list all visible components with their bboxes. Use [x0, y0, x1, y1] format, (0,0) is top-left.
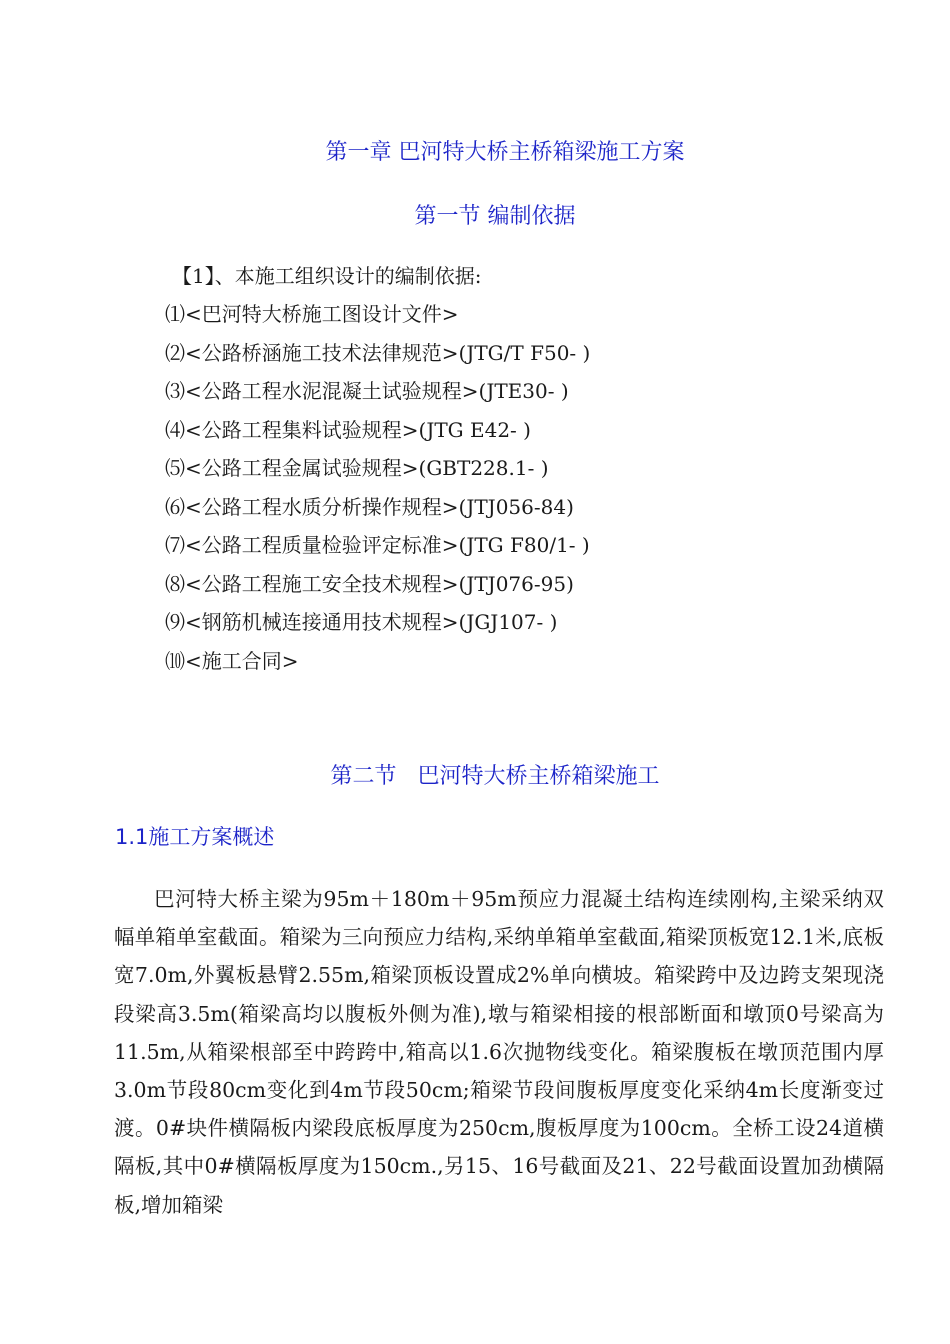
subsection-title: 1.1施工方案概述 [115, 825, 275, 849]
reference-item: ⑹<公路工程水质分析操作规程>(JTJ056-84) [165, 494, 574, 519]
reference-item: ⑼<钢筋机械连接通用技术规程>(JGJ107- ) [165, 610, 558, 634]
reference-item: ⑴<巴河特大桥施工图设计文件> [165, 302, 459, 326]
reference-item: ⑻<公路工程施工安全技术规程>(JTJ076-95) [165, 571, 574, 596]
chapter-title: 第一章 巴河特大桥主桥箱梁施工方案 [325, 140, 685, 165]
section-title-construction: 第二节 巴河特大桥主桥箱梁施工 [330, 764, 660, 789]
reference-item: ⑽<施工合同> [165, 648, 299, 673]
reference-item: ⑵<公路桥涵施工技术法律规范>(JTG/T F50- ) [165, 340, 591, 365]
body-paragraph: 巴河特大桥主梁为95m＋180m＋95m预应力混凝土结构连续刚构,主梁采纳双幅单箱单室截面。箱梁为三向预应力结构,采纳单箱单室截面,箱梁顶板宽12.1米,底板宽7.0m,外翼板悬臂2.55m,箱梁顶板设置成2%单向横坡。箱梁跨中及边跨支架现浇段梁高3.5m(箱梁高均以腹板外侧为准),墩与箱梁相接的根部断面和墩顶0号梁高为11.5m,从箱梁根部至中跨跨中,箱高以1.6次抛物线变化。箱梁腹板在墩顶范围内厚3.0m节段80cm变化到4m节段50cm;箱梁节段间腹板厚度变化采纳4m长度渐变过渡。0#块件横隔板内梁段底板厚度为250cm,腹板厚度为100cm。全桥工设24道横隔板,其中0#横隔板厚度为150cm.,另15、16号截面及21、22号截面设置加劲横隔板,增加箱梁 [114, 887, 884, 1217]
reference-list [165, 300, 590, 685]
section-title-basis: 第一节 编制依据 [414, 204, 576, 229]
reference-item: ⑸<公路工程金属试验规程>(GBT228.1- ) [165, 456, 549, 480]
reference-item: ⑶<公路工程水泥混凝土试验规程>(JTE30- ) [165, 379, 569, 403]
reference-item: ⑷<公路工程集料试验规程>(JTG E42- ) [165, 417, 531, 442]
basis-title: 【1】、本施工组织设计的编制依据: [172, 264, 482, 288]
reference-item: ⑺<公路工程质量检验评定标准>(JTG F80/1- ) [165, 533, 590, 557]
